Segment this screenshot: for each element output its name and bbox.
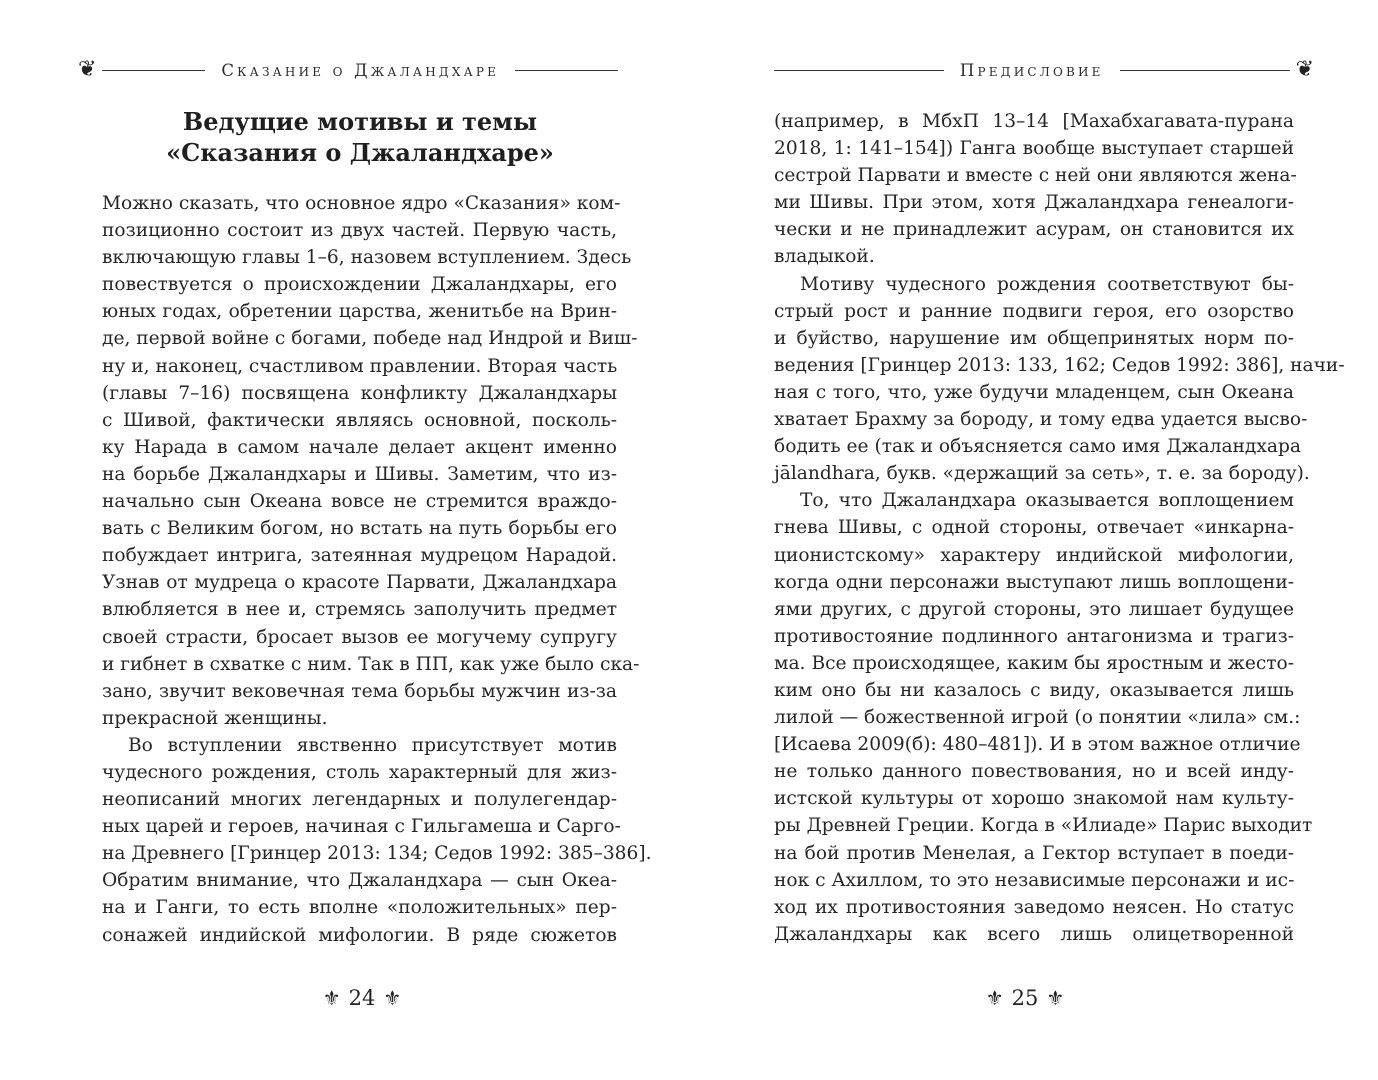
text-line: чудесного рождения, столь характерный для жиз- (102, 761, 617, 783)
folio-flourish-icon: ⚜ (322, 986, 341, 1010)
text-line: когда одни персонажи выступают лишь воплощени- (774, 571, 1294, 593)
text-line: ведения [Гринцер 2013: 133, 162; Седов 1992: 386], начи- (774, 354, 1345, 376)
running-head-title: Сказание о Джаландхаре (221, 60, 500, 80)
running-head-rule (102, 70, 205, 71)
right-page (689, 0, 1378, 1080)
page-number (292, 986, 432, 1010)
running-head-rule (1120, 70, 1290, 71)
left-body-text (102, 190, 652, 949)
running-head-rule (774, 70, 944, 71)
text-line: гнева Шивы, с одной стороны, отвечает «инкарна- (774, 517, 1294, 539)
right-body-text (774, 108, 1345, 948)
text-line: стрый рост и ранние подвиги героя, его озорство (774, 300, 1294, 322)
folio-flourish-icon: ⚜ (383, 986, 402, 1010)
text-line: (например, в МбхП 13–14 [Махабхагавата-пурана (774, 111, 1294, 132)
page-number-value: 25 (1011, 986, 1039, 1010)
text-line: юных годах, обретении царства, женитьбе на Врин- (102, 301, 617, 323)
text-line: и буйство, нарушение им общепринятых норм по- (774, 327, 1294, 349)
text-line: 2018, 1: 141–154]) Ганга вообще выступает старшей (774, 138, 1294, 160)
text-line: jālandhara, букв. «держащий за сеть», т. е. за бороду). (774, 463, 1310, 485)
text-line: лилой — божественной игрой (о понятии «лила» см.: (774, 707, 1301, 729)
text-line: прекрасной женщины. (102, 707, 328, 729)
text-line: Можно сказать, что основное ядро «Сказания» ком- (102, 193, 621, 214)
text-line: начально сын Океана вовсе не стремится враждо- (102, 491, 617, 513)
text-line: на борьбе Джаландхары и Шивы. Заметим, что из- (102, 463, 617, 485)
folio-flourish-icon: ⚜ (985, 986, 1004, 1010)
text-line: на Древнего [Гринцер 2013: 134; Седов 1992: 385–386]. (102, 843, 652, 865)
text-line: ку Нарада в самом начале делает акцент именно (102, 436, 617, 458)
text-line: на бой против Менелая, а Гектор вступает в поеди- (774, 842, 1294, 864)
section-heading (100, 106, 620, 168)
page-number-value: 24 (348, 986, 376, 1010)
section-heading-line: Ведущие мотивы и темы (182, 107, 538, 136)
text-line: Мотиву чудесного рождения соответствуют бы- (800, 273, 1294, 295)
text-line: Джаландхары как всего лишь олицетворенной (774, 923, 1294, 945)
fleuron-ornament-icon: ❦ (1295, 57, 1315, 82)
text-line: на и Ганги, то есть вполне «положительных» пер- (102, 897, 617, 919)
left-running-head (78, 56, 618, 84)
text-line: владыкой. (774, 246, 875, 268)
text-line: вать с Великим богом, но встать на путь борьбы его (102, 518, 617, 540)
text-line: не только данного повествования, но и всей инду- (774, 761, 1294, 783)
text-line: противостояние подлинного антагонизма и трагиз- (774, 625, 1294, 647)
text-line: ми Шивы. При этом, хотя Джаландхара генеалоги- (774, 192, 1294, 214)
text-line: истской культуры от хорошо знакомой нам культу- (774, 788, 1294, 810)
text-line: ход их противостояния заведомо неясен. Но статус (774, 896, 1294, 918)
text-line: зано, звучит вековечная тема борьбы мужчин из-за (102, 680, 617, 702)
running-head-title: Предисловие (959, 60, 1104, 80)
text-line: нок с Ахиллом, то это независимые персонажи и ис- (774, 869, 1295, 891)
text-line: ким оно бы ни казалось с виду, оказывается лишь (774, 679, 1294, 701)
text-line: Обратим внимание, что Джаландхара — сын Океа- (102, 870, 617, 892)
text-line: То, что Джаландхара оказывается воплощением (800, 490, 1294, 512)
section-heading-line: «Сказания о Джаландхаре» (166, 138, 554, 167)
text-line: Во вступлении явственно присутствует мотив (128, 734, 617, 756)
text-line: побуждает интрига, затеянная мудрецом Нарадой. (102, 545, 617, 567)
text-line: ная с того, что, уже будучи младенцем, сын Океана (774, 381, 1294, 403)
text-line: ну и, наконец, счастливом правлении. Вторая часть (102, 355, 618, 377)
text-line: ма. Все происходящее, каким бы яростным и жесто- (774, 652, 1294, 674)
text-line: чески и не принадлежит асурам, он становится их (774, 219, 1294, 241)
running-head-rule (515, 70, 618, 71)
text-line: включающую главы 1–6, назовем вступлением. Здесь (102, 247, 632, 269)
text-line: сестрой Парвати и вместе с ней они являются жена- (774, 165, 1297, 187)
text-line: своей страсти, бросает вызов ее могучему супругу (102, 626, 617, 648)
text-line: позиционно состоит из двух частей. Первую часть, (102, 220, 617, 242)
text-line: неописаний многих легендарных и полулегендар- (102, 789, 617, 811)
text-line: сонажей индийской мифологии. В ряде сюжетов (102, 924, 617, 946)
fleuron-ornament-icon: ❦ (78, 57, 97, 82)
text-line: ных царей и героев, начиная с Гильгамеша и Сарго- (102, 816, 621, 838)
folio-flourish-icon: ⚜ (1046, 986, 1065, 1010)
text-line: ями других, с другой стороны, это лишает будущее (774, 598, 1294, 620)
page-number (955, 986, 1095, 1010)
text-line: хватает Брахму за бороду, и тому едва удается высво- (774, 409, 1308, 431)
text-line: ры Древней Греции. Когда в «Илиаде» Парис выходит (774, 815, 1313, 837)
text-line: [Исаева 2009(б): 480–481]). И в этом важное отличие (774, 734, 1301, 756)
text-line: ционистскому» характеру индийской мифологии, (774, 544, 1294, 566)
text-line: Узнав от мудреца о красоте Парвати, Джаландхара (102, 572, 617, 594)
text-line: бодить ее (так и объясняется само имя Джаландхара (774, 436, 1301, 458)
text-line: де, первой войне с богами, победе над Индрой и Виш- (102, 328, 638, 350)
text-line: повествуется о происхождении Джаландхары, его (102, 274, 617, 296)
text-line: влюбляется в нее и, стремясь заполучить предмет (102, 599, 617, 621)
right-running-head (774, 56, 1314, 84)
text-line: (главы 7–16) посвящена конфликту Джаландхары (102, 382, 617, 404)
text-line: и гибнет в схватке с ним. Так в ПП, как уже было ска- (102, 653, 640, 675)
text-line: с Шивой, фактически являясь основной, посколь- (102, 409, 617, 431)
